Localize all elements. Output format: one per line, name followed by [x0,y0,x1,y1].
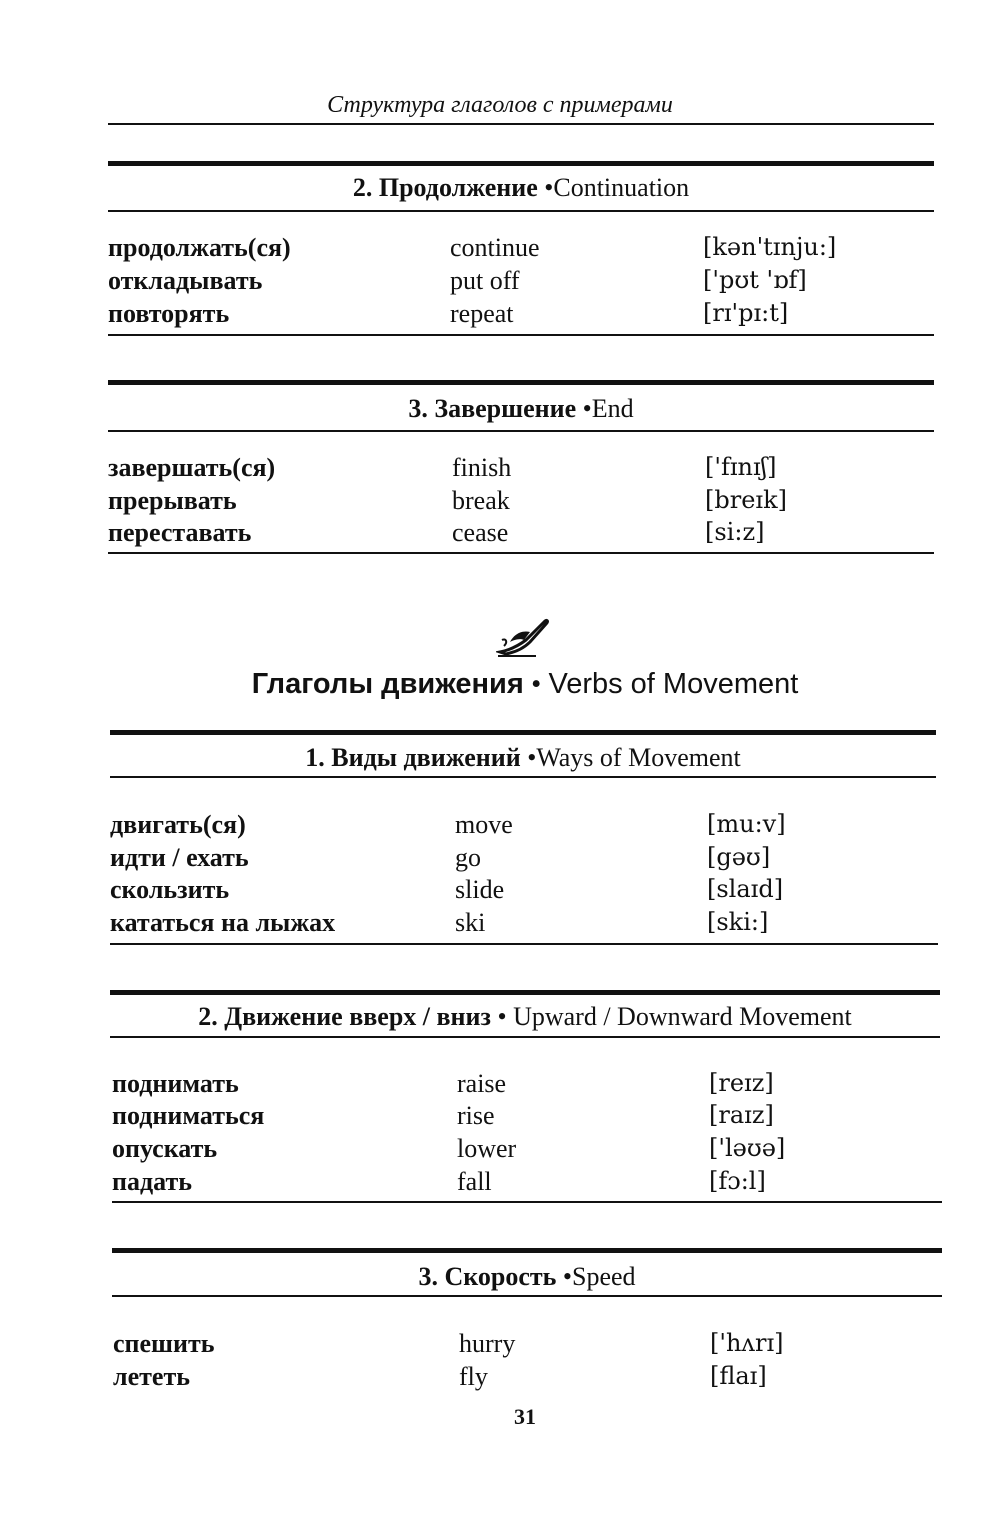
transcription: [si:z] [705,518,765,546]
word-en: finish [452,453,512,482]
page-number: 31 [514,1404,536,1429]
divider [108,380,934,385]
transcription: [fɔ:l] [709,1167,766,1195]
word-ru: поднимать [112,1069,239,1098]
word-ru: завершать(ся) [108,453,276,482]
section-title-en: Upward / Downward Movement [513,1002,852,1031]
word-ru: продолжать(ся) [108,233,291,262]
word-en: cease [452,518,509,547]
section-title [108,394,934,424]
writing-hand-icon [496,612,552,658]
transcription: ['pʊt 'ɒf] [703,266,807,294]
bullet: • [582,394,592,423]
word-ru: кататься на лыжах [110,908,336,937]
divider [112,1201,942,1203]
word-ru: лететь [113,1362,190,1391]
section-title [112,1262,942,1292]
word-en: break [452,486,510,515]
bullet: • [531,668,542,700]
transcription: ['hʌrɪ] [710,1329,784,1357]
bullet: • [544,173,554,202]
divider [110,1036,940,1038]
word-ru: спешить [113,1329,215,1358]
bullet: • [562,1262,572,1291]
section-title-ru: 2. Продолжение [352,173,538,202]
word-en: fly [459,1362,488,1391]
running-title: Структура глаголов с примерами [327,92,673,118]
section-title-en: Speed [572,1262,636,1291]
divider [112,1248,942,1253]
divider [112,1295,942,1297]
word-ru: переставать [108,518,252,547]
section-title [110,743,936,773]
section-title-en: End [591,394,634,423]
transcription: ['fɪnɪʃ] [705,453,777,481]
divider [110,943,938,945]
bullet: • [497,1002,507,1031]
section-title [110,1002,940,1032]
transcription: [raɪz] [709,1101,774,1129]
chapter-title-ru: Глаголы движения [251,668,524,700]
transcription: [reɪz] [709,1069,774,1097]
divider [108,430,934,432]
divider [108,334,934,336]
word-ru: скользить [110,875,230,904]
transcription: [mu:v] [707,810,786,838]
word-en: repeat [450,299,514,328]
word-en: slide [455,875,505,904]
section-title-ru: 2. Движение вверх / вниз [198,1002,491,1031]
word-ru: прерывать [108,486,237,515]
transcription: [ski:] [707,908,769,936]
section-title-ru: 3. Скорость [418,1262,557,1291]
section-title-en: Continuation [553,173,690,202]
transcription: [slaɪd] [707,875,784,903]
word-en: move [455,810,513,839]
word-ru: опускать [112,1134,218,1163]
divider [108,123,934,125]
word-ru: двигать(ся) [110,810,246,839]
word-en: fall [457,1167,492,1196]
transcription: [rɪ'pɪ:t] [703,299,789,327]
section-title-ru: 3. Завершение [408,394,577,423]
section-title [108,173,934,203]
word-en: raise [457,1069,507,1098]
transcription: [kən'tɪnju:] [703,233,837,261]
word-en: rise [457,1101,495,1130]
divider [110,730,936,735]
word-ru: откладывать [108,266,263,295]
transcription: [gəʊ] [707,843,771,871]
word-ru: идти / ехать [110,843,249,872]
word-en: continue [450,233,540,262]
divider [110,776,936,778]
word-ru: падать [112,1167,192,1196]
word-ru: подниматься [112,1101,265,1130]
divider [108,210,934,212]
transcription: ['ləʊə] [709,1134,786,1162]
word-ru: повторять [108,299,230,328]
word-en: lower [457,1134,517,1163]
chapter-title [0,668,1000,701]
chapter-title-en: Verbs of Movement [548,668,799,700]
divider [108,161,934,166]
word-en: hurry [459,1329,516,1358]
section-title-en: Ways of Movement [536,743,741,772]
word-en: go [455,843,481,872]
divider [110,990,940,995]
bullet: • [527,743,537,772]
word-en: put off [450,266,520,295]
transcription: [flaɪ] [710,1362,767,1390]
word-en: ski [455,908,486,937]
transcription: [breɪk] [705,486,787,514]
section-title-ru: 1. Виды движений [305,743,521,772]
divider [108,552,934,554]
